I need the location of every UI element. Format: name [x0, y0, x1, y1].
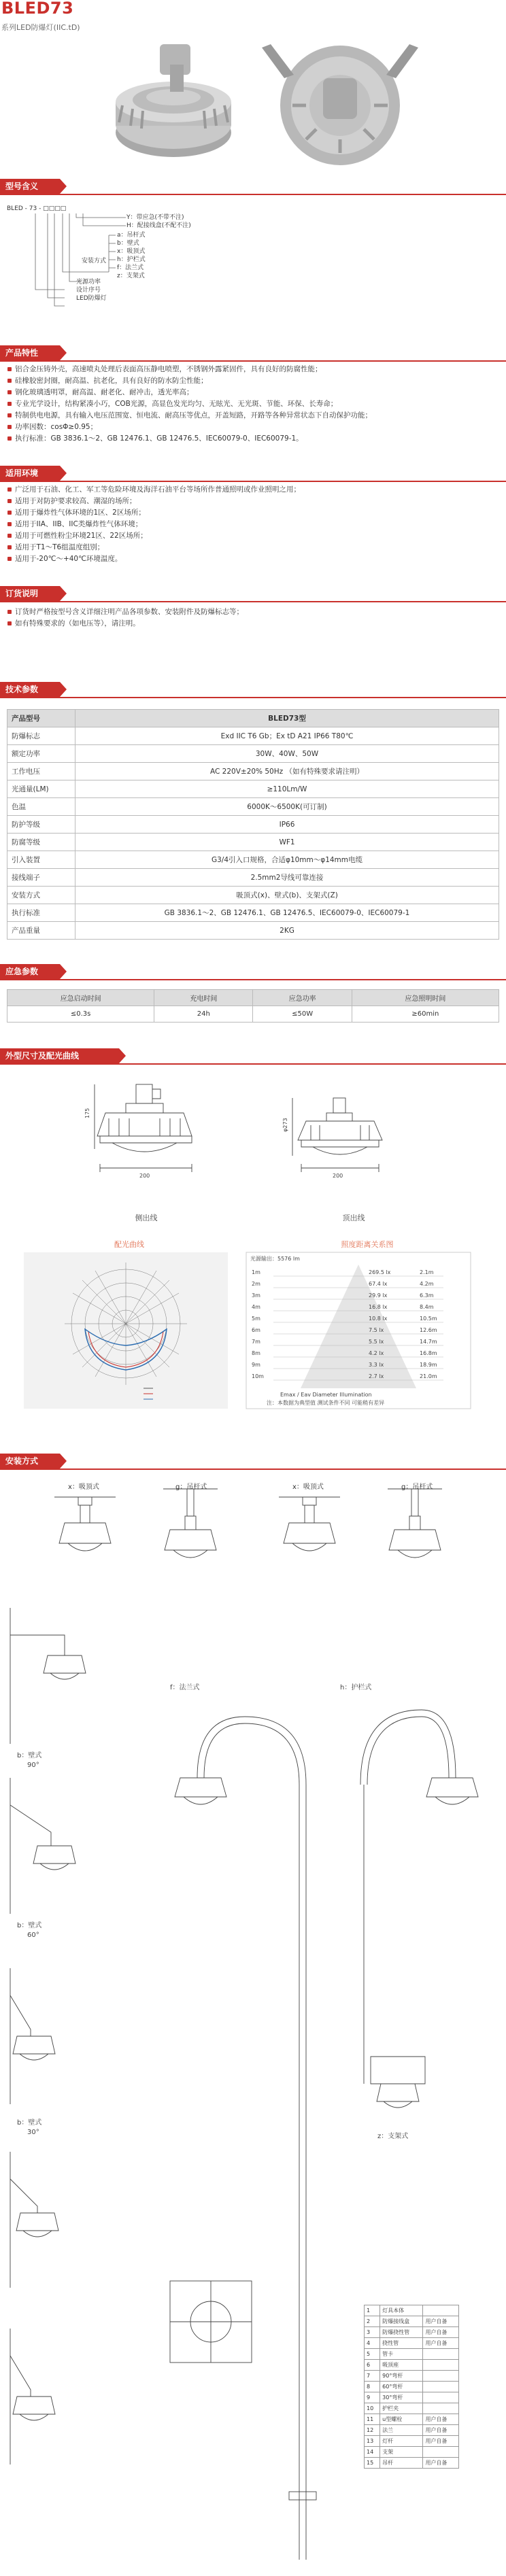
- wall-30-angle: 30°: [27, 2129, 39, 2136]
- flange-label: f：法兰式: [170, 1684, 200, 1691]
- spec-key: 引入装置: [7, 851, 75, 869]
- section-divider: [0, 1469, 506, 1470]
- spec-key: 安装方式: [7, 887, 75, 904]
- feature-item: 铝合金压铸外壳，高速喷丸处理后表面高压静电喷塑，不锈钢外露紧固件，具有良好的防腐性能；: [7, 364, 500, 375]
- model-label-z: z：支架式: [117, 273, 145, 279]
- legend-num: 8: [365, 2382, 380, 2392]
- illum-diameter: 4.2m: [420, 1281, 434, 1287]
- ordering-list: [7, 606, 500, 630]
- spec-header-row: [7, 710, 499, 727]
- legend-part: u型螺栓: [380, 2414, 423, 2425]
- side-outlet-label: 侧出线: [135, 1214, 158, 1222]
- illum-diameter: 10.5m: [420, 1316, 437, 1322]
- legend-num: 15: [365, 2458, 380, 2469]
- flange-pole-diagram: [175, 1717, 316, 2560]
- environment-list: [7, 484, 500, 565]
- legend-note: 用户自备: [423, 2316, 459, 2327]
- spec-value: AC 220V±20% 50Hz （如有特殊要求请注明）: [75, 763, 499, 780]
- illum-diameter: 18.9m: [420, 1362, 437, 1368]
- emergency-value: 24h: [154, 1006, 253, 1023]
- legend-num: 10: [365, 2403, 380, 2414]
- spec-row: [7, 922, 499, 940]
- spec-key: 工作电压: [7, 763, 75, 780]
- feature-item: 功率因数：cosΦ≥0.95；: [7, 422, 500, 433]
- illum-distance: 1m: [252, 1269, 260, 1275]
- legend-num: 14: [365, 2447, 380, 2458]
- spec-header-value: BLED73型: [75, 710, 499, 727]
- pendant-mount-diagram-2: [388, 1489, 442, 1558]
- illum-distance: 2m: [252, 1281, 260, 1287]
- model-label-h: H：配接线盒(不配不注): [126, 222, 191, 229]
- legend-note: 用户自备: [423, 2436, 459, 2447]
- spec-key: 产品重量: [7, 922, 75, 940]
- illum-distance: 4m: [252, 1304, 260, 1310]
- install-top-diagrams: [41, 1482, 476, 1594]
- legend-note: 用户自备: [423, 2458, 459, 2469]
- illum-lux: 5.5 lx: [369, 1339, 384, 1345]
- legend-row: [365, 2316, 459, 2327]
- emergency-value: ≥60min: [352, 1006, 499, 1023]
- legend-part: 灯杆: [380, 2436, 423, 2447]
- spec-row: [7, 904, 499, 922]
- feature-item: 执行标准：GB 3836.1～2、GB 12476.1、GB 12476.5、IEC60079-0、IEC60079-1。: [7, 433, 500, 445]
- spec-value: 吸顶式(x)、壁式(b)、支架式(Z): [75, 887, 499, 904]
- legend-row: [365, 2382, 459, 2392]
- illuminance-title: 照度距离关系图: [341, 1240, 394, 1249]
- spec-value: 2KG: [75, 922, 499, 940]
- legend-num: 7: [365, 2371, 380, 2382]
- section-divider: [0, 601, 506, 602]
- product-title: BLED73: [1, 0, 74, 18]
- illum-foot: Emax / Eav Diameter Illumination: [280, 1392, 372, 1398]
- illum-diameter: 6.3m: [420, 1292, 434, 1299]
- illum-lux: 10.8 lx: [369, 1316, 388, 1322]
- legend-part: 60°弯杆: [380, 2382, 423, 2392]
- environment-item: 适用于IIA、IIB、IIC类爆炸性气体环境；: [7, 519, 500, 530]
- wall-60-label: b：壁式: [17, 1922, 42, 1929]
- illum-lux: 269.5 lx: [369, 1269, 391, 1275]
- install-ceiling-label-1: x：吸顶式: [68, 1483, 99, 1491]
- emergency-header: 应急启动时间: [7, 990, 154, 1006]
- model-code: BLED - 73 - □□□□: [7, 205, 67, 212]
- illum-distance: 5m: [252, 1316, 260, 1322]
- wall-mount-30-diagram: [10, 1968, 55, 2104]
- emergency-header: 应急功率: [253, 990, 352, 1006]
- spec-header-key: 产品型号: [7, 710, 75, 727]
- legend-part: 支架: [380, 2447, 423, 2458]
- illum-distance: 7m: [252, 1339, 260, 1345]
- spec-key: 防护等级: [7, 816, 75, 834]
- legend-part: 护栏夹: [380, 2403, 423, 2414]
- illum-distance: 10m: [252, 1373, 264, 1379]
- legend-num: 6: [365, 2360, 380, 2371]
- guardrail-pole-diagram: [360, 1710, 478, 2084]
- illum-distance: 3m: [252, 1292, 260, 1299]
- ceiling-mount-diagram-2: [279, 1497, 340, 1551]
- spec-row: [7, 763, 499, 780]
- illum-distance: 8m: [252, 1350, 260, 1356]
- legend-row: [365, 2305, 459, 2316]
- illum-head: 光源输出：5576 lm: [250, 1256, 300, 1262]
- side-outlet-drawing: [95, 1084, 192, 1172]
- top-outlet-drawing: [292, 1098, 382, 1172]
- legend-note: [423, 2403, 459, 2414]
- install-pendant-label-2: g：吊杆式: [401, 1483, 433, 1491]
- legend-num: 11: [365, 2414, 380, 2425]
- spec-row: [7, 780, 499, 798]
- illum-diameter: 14.7m: [420, 1339, 437, 1345]
- product-subtitle: 系列LED防爆灯(IIC.tD): [1, 23, 80, 32]
- install-legend-table: [364, 2305, 459, 2469]
- lamp-photo-side: [262, 44, 418, 165]
- environment-item: 适用于对防护要求较高、潮湿的场所；: [7, 496, 500, 507]
- dim-diameter-top: φ273: [282, 1118, 288, 1132]
- illum-diameter: 2.1m: [420, 1269, 434, 1275]
- model-label-a: a：吊杆式: [117, 232, 146, 239]
- model-label-design: 设计序号: [76, 287, 101, 294]
- legend-note: [423, 2447, 459, 2458]
- feature-item: 钢化玻璃透明罩，耐高温、耐老化、耐冲击，透光率高；: [7, 387, 500, 398]
- legend-num: 2: [365, 2316, 380, 2327]
- legend-note: [423, 2360, 459, 2371]
- polar-curve-chart: [24, 1252, 228, 1409]
- spec-value: GB 3836.1～2、GB 12476.1、GB 12476.5、IEC60079-0、IEC60079-1: [75, 904, 499, 922]
- emergency-header: 充电时间: [154, 990, 253, 1006]
- emergency-value-row: [7, 1006, 499, 1023]
- spec-row: [7, 816, 499, 834]
- section-model-tab: 型号含义: [0, 179, 60, 194]
- feature-item: 特制供电电源，具有输入电压范围宽、恒电流、耐高压等优点，开盖短路，开路等各种异常状态下自动保护功能；: [7, 410, 500, 422]
- legend-part: 管卡: [380, 2349, 423, 2360]
- bracket-mount-diagram: [371, 2057, 425, 2108]
- legend-row: [365, 2425, 459, 2436]
- legend-part: 吸顶座: [380, 2360, 423, 2371]
- bracket-label: z：支架式: [377, 2133, 409, 2140]
- emergency-table: [7, 989, 499, 1023]
- legend-note: [423, 2392, 459, 2403]
- section-divider: [0, 697, 506, 698]
- polar-curve-title: 配光曲线: [114, 1240, 144, 1249]
- spec-value: 30W、40W、50W: [75, 745, 499, 763]
- section-divider: [0, 1063, 506, 1065]
- ceiling-mount-diagram-1: [54, 1497, 116, 1551]
- section-specs-tab: 技术参数: [0, 682, 60, 697]
- legend-row: [365, 2403, 459, 2414]
- feature-item: 硅橡胶密封圈，耐高温、抗老化，具有良好的防水防尘性能；: [7, 375, 500, 387]
- model-label-y: Y：带应急(不带不注): [126, 214, 184, 221]
- dim-width-top: 200: [333, 1173, 343, 1179]
- illum-lux: 2.7 lx: [369, 1373, 384, 1379]
- guardrail-label: h：护栏式: [340, 1684, 372, 1691]
- legend-row: [365, 2436, 459, 2447]
- illuminance-chart: [246, 1252, 471, 1409]
- spec-value: G3/4引入口规格，合适φ10mm～φ14mm电缆: [75, 851, 499, 869]
- spec-row: [7, 745, 499, 763]
- legend-num: 3: [365, 2327, 380, 2338]
- spec-row: [7, 798, 499, 816]
- spec-key: 接线端子: [7, 869, 75, 887]
- illum-note: 注：本数据为典型值 测试条件不同 可能稍有差异: [267, 1400, 385, 1406]
- legend-note: 用户自备: [423, 2425, 459, 2436]
- section-emergency-tab: 应急参数: [0, 964, 60, 979]
- emergency-value: ≤50W: [253, 1006, 352, 1023]
- illum-distance: 6m: [252, 1327, 260, 1333]
- environment-item: 适用于爆炸性气体环境的1区、2区场所；: [7, 507, 500, 519]
- spec-key: 光通量(LM): [7, 780, 75, 798]
- legend-part: 吊杆: [380, 2458, 423, 2469]
- model-label-power: 光源功率: [76, 279, 101, 286]
- section-ordering-tab: 订货说明: [0, 586, 60, 601]
- section-divider: [0, 194, 506, 195]
- wall-60-angle: 60°: [27, 1931, 39, 1939]
- wall-mount-60-diagram: [10, 1778, 75, 1914]
- section-divider: [0, 481, 506, 482]
- legend-part: 防爆接线盒: [380, 2316, 423, 2327]
- spec-row: [7, 887, 499, 904]
- spec-value: Exd IIC T6 Gb；Ex tD A21 IP66 T80℃: [75, 727, 499, 745]
- legend-num: 1: [365, 2305, 380, 2316]
- spec-row: [7, 834, 499, 851]
- environment-item: 适用于可燃性粉尘环境21区、22区场所；: [7, 530, 500, 542]
- legend-row: [365, 2371, 459, 2382]
- legend-part: 90°弯杆: [380, 2371, 423, 2382]
- model-label-hh: h：护栏式: [117, 256, 146, 263]
- illum-lux: 29.9 lx: [369, 1292, 388, 1299]
- environment-item: 适用于-20℃～+40℃环境温度。: [7, 553, 500, 565]
- lamp-photo-front: [116, 44, 231, 157]
- dimension-drawings: [85, 1081, 425, 1207]
- legend-row: [365, 2447, 459, 2458]
- section-install-tab: 安装方式: [0, 1454, 60, 1469]
- spec-table: [7, 709, 499, 940]
- ordering-item: 订货时严格按型号含义详细注明产品各项参数、安装附件及防爆标志等；: [7, 606, 500, 618]
- legend-part: 30°弯杆: [380, 2392, 423, 2403]
- legend-part: 防爆挠性管: [380, 2327, 423, 2338]
- legend-note: [423, 2305, 459, 2316]
- illum-lux: 4.2 lx: [369, 1350, 384, 1356]
- legend-row: [365, 2360, 459, 2371]
- illum-diameter: 8.4m: [420, 1304, 434, 1310]
- spec-key: 防爆标志: [7, 727, 75, 745]
- spec-value: ≥110Lm/W: [75, 780, 499, 798]
- section-dimensions-tab: 外型尺寸及配光曲线: [0, 1048, 119, 1063]
- legend-row: [365, 2458, 459, 2469]
- section-divider: [0, 360, 506, 362]
- legend-note: [423, 2382, 459, 2392]
- spec-value: IP66: [75, 816, 499, 834]
- legend-row: [365, 2392, 459, 2403]
- emergency-value: ≤0.3s: [7, 1006, 154, 1023]
- model-label-f: f：法兰式: [117, 264, 144, 271]
- illum-lux: 16.8 lx: [369, 1304, 388, 1310]
- install-ceiling-label-2: x：吸顶式: [292, 1483, 324, 1491]
- illum-lux: 7.5 lx: [369, 1327, 384, 1333]
- model-label-x: x：吸顶式: [117, 248, 146, 255]
- legend-part: 灯具本体: [380, 2305, 423, 2316]
- spec-value: WF1: [75, 834, 499, 851]
- spec-row: [7, 851, 499, 869]
- ordering-item: 如有特殊要求的（如电压等），请注明。: [7, 618, 500, 630]
- spec-key: 色温: [7, 798, 75, 816]
- illum-lux: 3.3 lx: [369, 1362, 384, 1368]
- spec-row: [7, 727, 499, 745]
- legend-num: 12: [365, 2425, 380, 2436]
- spec-key: 防腐等级: [7, 834, 75, 851]
- legend-note: [423, 2371, 459, 2382]
- legend-note: [423, 2349, 459, 2360]
- model-label-led: LED防爆灯: [76, 295, 107, 302]
- legend-row: [365, 2349, 459, 2360]
- wall-90-label: b：壁式: [17, 1752, 42, 1759]
- wall-90-angle: 90°: [27, 1762, 39, 1769]
- legend-part: 挠性管: [380, 2338, 423, 2349]
- product-photos: [102, 37, 422, 170]
- wall-30-label: b：壁式: [17, 2119, 42, 2127]
- legend-num: 13: [365, 2436, 380, 2447]
- illum-distance: 9m: [252, 1362, 260, 1368]
- illum-lux: 67.4 lx: [369, 1281, 388, 1287]
- plan-view-diagram: [170, 2281, 252, 2363]
- legend-row: [365, 2414, 459, 2425]
- dim-width-side: 200: [139, 1173, 150, 1179]
- legend-note: 用户自备: [423, 2327, 459, 2338]
- wall-mount-extra-diagram: [10, 2152, 58, 2465]
- illum-diameter: 21.0m: [420, 1373, 437, 1379]
- spec-value: 2.5mm2导线可靠连接: [75, 869, 499, 887]
- section-features-tab: 产品特性: [0, 345, 60, 360]
- environment-item: 适用于T1～T6组温度组别；: [7, 542, 500, 553]
- spec-key: 执行标准: [7, 904, 75, 922]
- top-outlet-label: 顶出线: [342, 1214, 365, 1222]
- legend-num: 9: [365, 2392, 380, 2403]
- environment-item: 广泛用于石油、化工、军工等危险环境及海洋石油平台等场所作普通照明或作业照明之用；: [7, 484, 500, 496]
- section-environment-tab: 适用环境: [0, 466, 60, 481]
- legend-part: 法兰: [380, 2425, 423, 2436]
- spec-value: 6000K～6500K(可订制): [75, 798, 499, 816]
- features-list: [7, 364, 500, 445]
- spec-key: 额定功率: [7, 745, 75, 763]
- legend-note: 用户自备: [423, 2414, 459, 2425]
- model-mount-title: 安装方式: [82, 258, 107, 264]
- dim-height-side: 175: [84, 1107, 90, 1118]
- install-pendant-label-1: g：吊杆式: [175, 1483, 207, 1491]
- feature-item: 专业光学设计，结构紧凑小巧，COB光源，高显色发光均匀、无眩光、无光斑、节能、环保、长寿命；: [7, 398, 500, 410]
- illum-diameter: 12.6m: [420, 1327, 437, 1333]
- emergency-header: 应急照明时间: [352, 990, 499, 1006]
- wall-mount-90-diagram: [10, 1608, 86, 1744]
- pendant-mount-diagram-1: [163, 1489, 218, 1558]
- section-divider: [0, 979, 506, 980]
- legend-row: [365, 2327, 459, 2338]
- illum-diameter: 16.8m: [420, 1350, 437, 1356]
- spec-row: [7, 869, 499, 887]
- legend-num: 5: [365, 2349, 380, 2360]
- legend-num: 4: [365, 2338, 380, 2349]
- emergency-header-row: [7, 990, 499, 1006]
- legend-row: [365, 2338, 459, 2349]
- model-label-b: b：壁式: [117, 240, 139, 247]
- legend-note: 用户自备: [423, 2338, 459, 2349]
